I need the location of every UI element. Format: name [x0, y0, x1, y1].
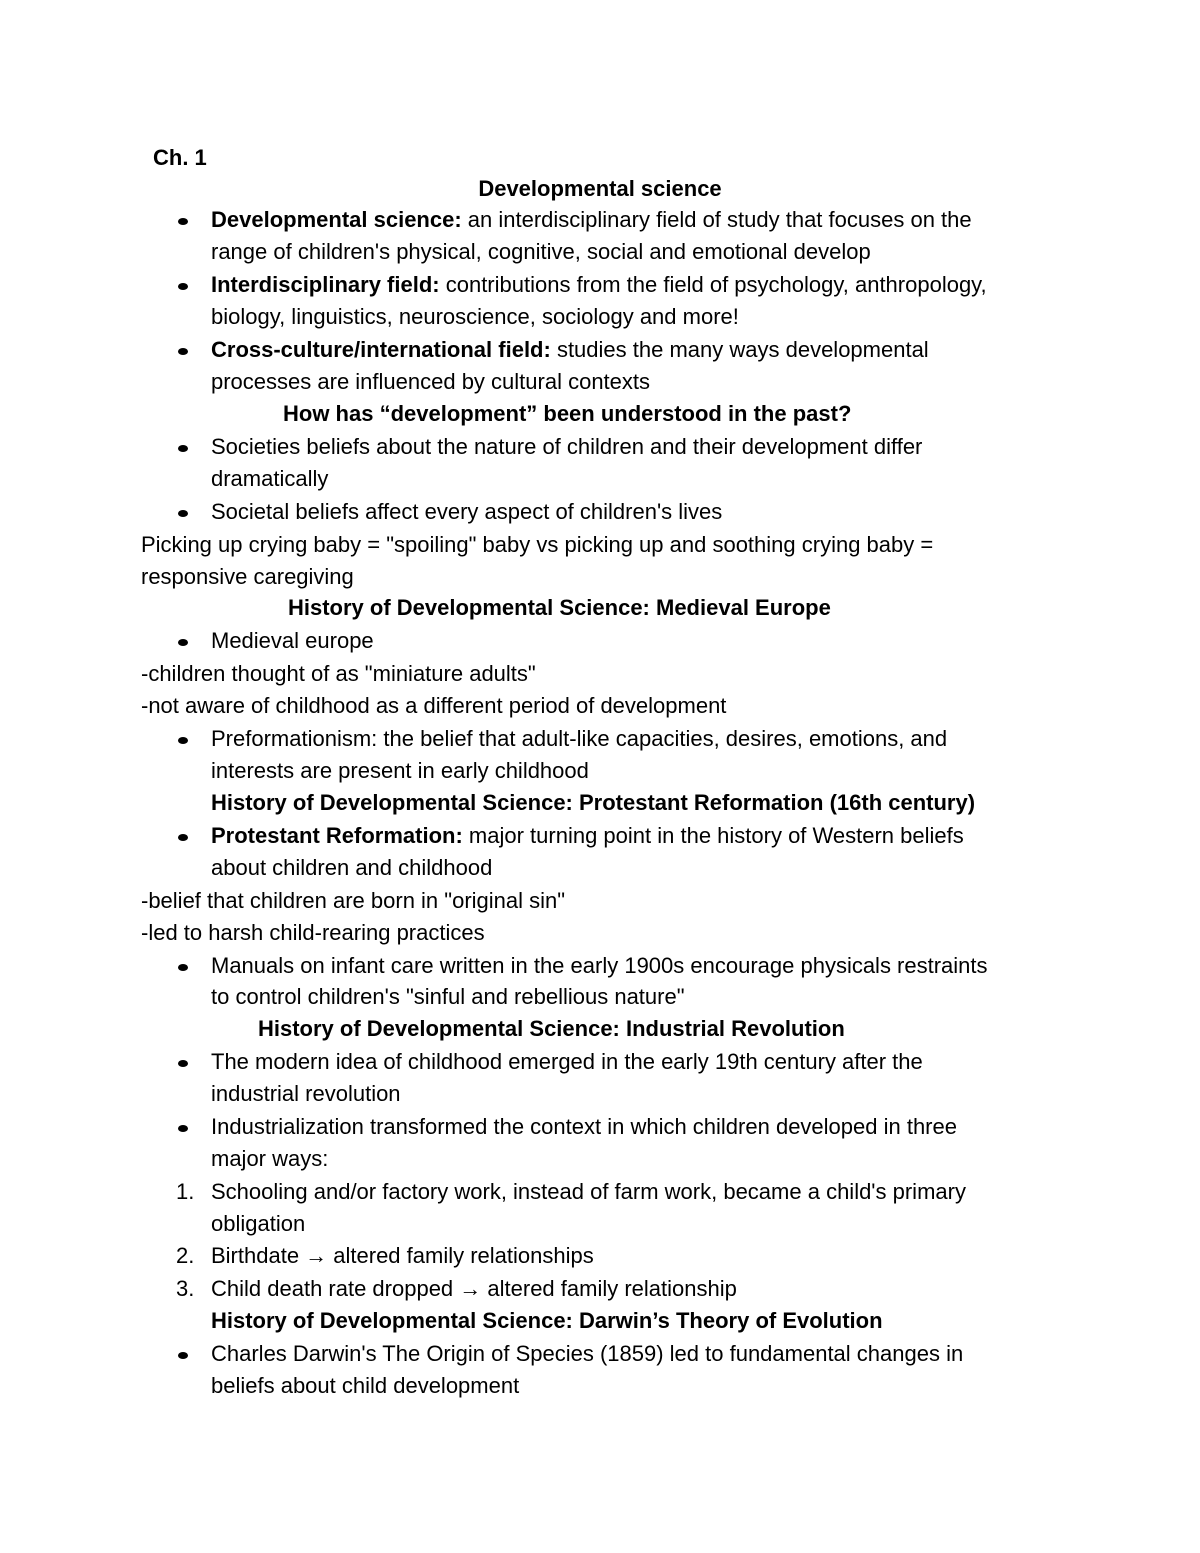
list-item [211, 269, 987, 301]
list-item-continuation: range of children's physical, cognitive, social and emotional develop [211, 239, 871, 264]
paragraph: -belief that children are born in "original sin" [141, 888, 566, 913]
bullet-marker [178, 510, 188, 517]
bullet-marker [178, 445, 188, 452]
chapter-label: Ch. 1 [153, 145, 207, 170]
list-item-continuation: processes are influenced by cultural contexts [211, 369, 651, 394]
list-item-continuation: about children and childhood [211, 855, 493, 880]
bullet-marker [178, 1060, 188, 1067]
list-item-continuation: to control children's "sinful and rebellious nature" [211, 984, 685, 1009]
definition: contributions from the field of psychology, anthropology, [439, 272, 987, 297]
list-item: Medieval europe [211, 628, 374, 653]
list-item [211, 820, 964, 852]
paragraph: -children thought of as "miniature adults" [141, 661, 536, 686]
list-number: 3. [176, 1276, 195, 1301]
list-item: Societies beliefs about the nature of children and their development differ [211, 434, 923, 459]
list-item: Societal beliefs affect every aspect of children's lives [211, 499, 723, 524]
section-heading: History of Developmental Science: Darwin’s Theory of Evolution [211, 1308, 883, 1333]
list-item-continuation: interests are present in early childhood [211, 758, 589, 783]
numbered-item: Schooling and/or factory work, instead of farm work, became a child's primary [211, 1179, 966, 1204]
bullet-marker [178, 348, 188, 355]
list-item-continuation: biology, linguistics, neuroscience, sociology and more! [211, 304, 739, 329]
list-item: Manuals on infant care written in the early 1900s encourage physicals restraints [211, 953, 988, 978]
section-heading: Developmental science [478, 176, 722, 201]
paragraph: responsive caregiving [141, 564, 354, 589]
term: Interdisciplinary field: [211, 272, 440, 297]
section-heading: History of Developmental Science: Industrial Revolution [258, 1016, 845, 1041]
numbered-item: Child death rate dropped → altered family relationship [211, 1276, 737, 1301]
list-item [211, 204, 972, 236]
bullet-marker [178, 737, 188, 744]
paragraph: -led to harsh child-rearing practices [141, 920, 485, 945]
definition: studies the many ways developmental [550, 337, 929, 362]
list-number: 2. [176, 1243, 195, 1268]
section-heading: History of Developmental Science: Medieval Europe [288, 595, 831, 620]
bullet-marker [178, 1352, 188, 1359]
list-item: Industrialization transformed the context in which children developed in three [211, 1114, 957, 1139]
bullet-marker [178, 283, 188, 290]
term: Cross-culture/international field: [211, 337, 551, 362]
list-item-continuation: beliefs about child development [211, 1373, 520, 1398]
bullet-marker [178, 1125, 188, 1132]
bullet-marker [178, 639, 188, 646]
term: Protestant Reformation: [211, 823, 463, 848]
numbered-item: Birthdate → altered family relationships [211, 1243, 594, 1268]
list-item-continuation: dramatically [211, 466, 329, 491]
list-item: Charles Darwin's The Origin of Species (1859) led to fundamental changes in [211, 1341, 964, 1366]
definition: major turning point in the history of Western beliefs [462, 823, 964, 848]
paragraph: Picking up crying baby = "spoiling" baby vs picking up and soothing crying baby = [141, 532, 934, 557]
bullet-marker [178, 834, 188, 841]
list-item [211, 334, 929, 366]
paragraph: -not aware of childhood as a different period of development [141, 693, 727, 718]
bullet-marker [178, 964, 188, 971]
list-item: Preformationism: the belief that adult-like capacities, desires, emotions, and [211, 726, 948, 751]
section-heading: History of Developmental Science: Protestant Reformation (16th century) [211, 790, 976, 815]
section-heading: How has “development” been understood in the past? [283, 401, 852, 426]
list-item-continuation: major ways: [211, 1146, 329, 1171]
bullet-marker [178, 218, 188, 225]
list-item: The modern idea of childhood emerged in the early 19th century after the [211, 1049, 923, 1074]
definition: an interdisciplinary field of study that focuses on the [461, 207, 972, 232]
term: Developmental science: [211, 207, 462, 232]
list-number: 1. [176, 1179, 195, 1204]
list-item-continuation: industrial revolution [211, 1081, 401, 1106]
numbered-item-continuation: obligation [211, 1211, 306, 1236]
